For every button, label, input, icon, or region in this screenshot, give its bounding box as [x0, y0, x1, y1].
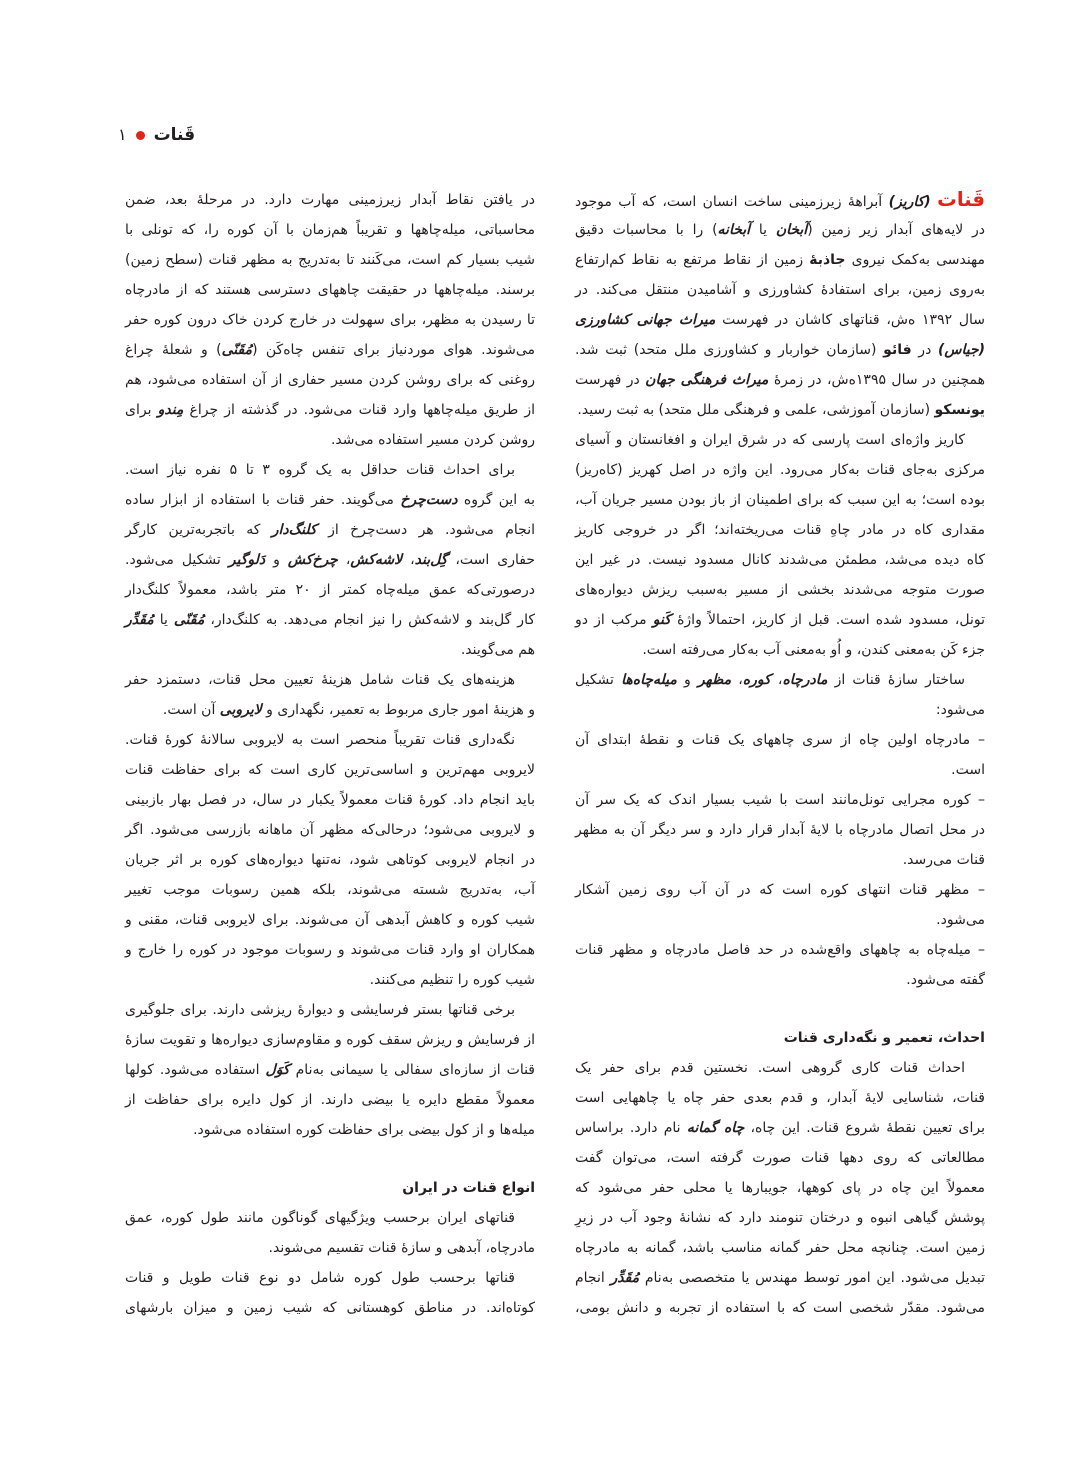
key-term: دست‌چرخ: [400, 492, 458, 508]
text-line: میله‌ها و از کول بیضی برای حفاظت کوره استفاده می‌شود.: [193, 1122, 535, 1138]
text-line: باید انجام داد. کورۀ قنات معمولاً یکبار در سال، در فصل بهار بازبینی: [125, 792, 535, 808]
right-text-column: [575, 185, 985, 1323]
text-line: آب، به‌تدریج شسته می‌شوند، بلکه همین رسوبات موجب تغییر: [125, 882, 535, 898]
text-line: به این گروه دست‌چرخ می‌گویند. حفر قنات با استفاده از ابزار ساده: [125, 492, 536, 508]
key-term: لاشه‌کش: [350, 552, 403, 568]
paragraph: [575, 935, 985, 995]
text-line: – مادرچاه اولین چاه از سری چاههای یک قنات و نقطۀ ابتدای آن: [575, 732, 985, 748]
running-header: [118, 121, 195, 149]
entry-headword: قَنات: [937, 188, 985, 211]
paragraph: [125, 725, 535, 995]
text-line: برای احداث قنات حداقل به یک گروه ۳ تا ۵ نفره نیاز است.: [125, 462, 516, 478]
section-heading: احداث، تعمیر و نگه‌داری قنات: [783, 1030, 985, 1046]
text-line: قنات از سازه‌ای سفالی یا سیمانی به‌نام کَوَل استفاده می‌شود. کولها: [125, 1062, 536, 1078]
paragraph: [125, 1263, 535, 1323]
paragraph: [575, 185, 985, 425]
text-line: قناتها برحسب طول کوره شامل دو نوع قنات طویل و قنات: [125, 1270, 515, 1286]
key-term: گِل‌بند: [414, 552, 448, 568]
text-line: سال ۱۳۹۲ ه‌ش، قناتهای کاشان در فهرست میراث جهانی کشاورزی: [575, 312, 986, 328]
text-line: مطالعاتی که روی دهها قنات صورت گرفته است، می‌توان گفت: [575, 1150, 985, 1166]
bullet-dot-icon: [136, 131, 145, 140]
text-line: احداث قنات کاری گروهی است. نخستین قدم برای حفر یک: [575, 1060, 965, 1076]
key-term: چاه گمانه: [686, 1120, 745, 1136]
text-line: به‌روی زمین، برای استفادۀ کشاورزی و آشامیدن منتقل می‌کند. در: [575, 282, 985, 298]
key-term: مِندو: [157, 402, 184, 418]
text-line: در انجام لایروبی کوتاهی شود، نه‌تنها دیواره‌های کوره بر اثر جریان: [125, 852, 535, 868]
key-term: میراث جهانی کشاورزی: [575, 312, 716, 328]
text-line: صورت متوجه می‌شدند بخشی از مسیر به‌سبب ریزش دیواره‌های: [575, 582, 985, 598]
text-line: محاسباتی، میله‌چاهها و تقریباً هم‌زمان با آن کوره را، که تونلی با: [125, 222, 535, 238]
text-line: می‌شود:: [935, 702, 985, 718]
text-line: روشن کردن مسیر استفاده می‌شد.: [330, 432, 535, 448]
text-line: قَنات (کاریز) آبراهۀ زیرزمینی ساخت انسان است، که آب موجود: [575, 188, 985, 211]
text-line: مقداری کاه در مادر چاهِ قنات می‌ریخته‌اند؛ اگر در خروجی کاریز: [575, 522, 985, 538]
key-term: دَلوگیر: [228, 552, 266, 568]
text-line: شیب بسیار کم است، می‌کَنند تا به‌تدریج به مظهر قنات (سطح زمین): [125, 252, 535, 268]
text-line: نگه‌داری قنات تقریباً منحصر است به لایروبی سالانۀ کورۀ قنات.: [125, 732, 515, 748]
paragraph: [125, 995, 535, 1145]
paragraph: [125, 185, 535, 455]
text-line: از فرسایش و ریزش سقف کوره و مقاوم‌سازی دیواره‌ها و تقویت سازۀ: [125, 1032, 535, 1048]
text-line: مادرچاه، آبدهی و سازۀ قنات تقسیم می‌شوند.: [268, 1240, 535, 1256]
text-line: برای تعیین نقطۀ شروع قنات. این چاه، چاه گمانه نام دارد. براساس: [575, 1120, 985, 1136]
text-line: انجام می‌شود. هر دست‌چرخ از کلنگ‌دار که باتجربه‌ترین کارگر: [125, 522, 535, 538]
text-line: برسند. میله‌چاهها در حقیقت چاههای دسترسی هستند که از مادرچاه: [125, 282, 535, 298]
key-term: مُقَنّی: [221, 342, 253, 358]
text-line: روغنی که برای روشن کردن مسیر حفاری از آن استفاده می‌شود، هم: [125, 372, 535, 388]
paragraph: [575, 875, 985, 935]
text-line: تبدیل می‌شود. این امور توسط مهندس یا متخصصی به‌نام مُقَدِّر انجام: [575, 1270, 985, 1286]
text-line: ساختار سازۀ قنات از مادرچاه، کوره، مظهر و میله‌چاه‌ها تشکیل: [575, 672, 966, 688]
key-term: مُقَنّی: [173, 612, 205, 628]
text-line: جزء کَن به‌معنی کندن، و اُو به‌معنی آب به‌کار می‌رفته است.: [642, 642, 985, 658]
text-line: مرکزی به‌جای قنات به‌کار می‌رود. این واژه در اصل کهریز (کاه‌ریز): [575, 462, 985, 478]
key-term: کَنو: [652, 612, 671, 628]
key-term: کوره: [742, 672, 771, 688]
key-term: فائو: [883, 342, 912, 358]
text-line: هم می‌گویند.: [460, 642, 535, 658]
text-line: شیب کوره و کاهش آبدهی آن می‌شوند. برای لایروبی قنات، مقنی و: [125, 912, 535, 928]
key-term: جاذبۀ: [809, 252, 846, 268]
key-term: یونسکو: [934, 402, 985, 418]
page-number: ۱: [118, 125, 127, 144]
key-term: میراث فرهنگی جهان: [645, 372, 769, 388]
key-term: کلنگ‌دار: [271, 522, 317, 538]
text-line: در لایه‌های آبدار زیر زمین (آبخان یا آبخانه) را با محاسبات دقیق: [575, 222, 986, 238]
text-line: در یافتن نقاط آبدار زیرزمینی مهارت دارد. در مرحلۀ بعد، ضمن: [125, 192, 535, 208]
key-term: لایروبی: [219, 702, 262, 718]
paragraph: [575, 785, 985, 875]
text-line: کاریز واژه‌ای است پارسی که در شرق ایران و افغانستان و آسیای: [575, 432, 965, 448]
key-term: مادرچاه: [782, 672, 828, 688]
text-line: و هزینۀ امور جاری مربوط به تعمیر، نگهداری و لایروبی آن است.: [162, 702, 535, 718]
text-line: همچنین در سال ۱۳۹۵ه‌ش، در زمرۀ میراث فرهنگی جهان در فهرست: [575, 372, 985, 388]
text-line: می‌شود. مقدّر شخصی است که با استفاده از تجربه و دانش بومی،: [575, 1300, 985, 1316]
text-line: – میله‌چاه به چاههای واقع‌شده در حد فاصل مادرچاه و مظهر قنات: [575, 942, 985, 958]
text-line: از طریق میله‌چاهها وارد قنات می‌شود. در گذشته از چراغ مِندو برای: [125, 402, 535, 418]
text-line: گفته می‌شود.: [906, 972, 985, 988]
key-term: آبخانه: [717, 222, 751, 238]
key-term: (جیاس): [937, 342, 985, 358]
text-line: پوشش گیاهی انبوه و درختان تنومند دارد که نشانۀ وجود آب در زیرِ: [575, 1210, 985, 1226]
paragraph: [575, 665, 985, 725]
paragraph: [125, 665, 535, 725]
text-line: هزینه‌های یک قنات شامل هزینۀ تعیین محل قنات، دستمزد حفر: [125, 672, 515, 688]
text-line: است.: [951, 762, 985, 778]
key-term: مُقَدِّر: [610, 1270, 640, 1286]
text-line: کار گل‌بند و لاشه‌کش را نیز انجام می‌دهد. به کلنگ‌دار، مُقَنّی یا مُقَدِّر: [125, 612, 536, 628]
paragraph: [575, 425, 985, 665]
paragraph: [125, 1203, 535, 1263]
text-line: (جیاس) در فائو (سازمان خواربار و کشاورزی ملل متحد) ثبت شد.: [575, 342, 985, 358]
text-line: قناتهای ایران برحسب ویژگیهای گوناگون مانند طول کوره، عمق: [125, 1210, 515, 1226]
text-line: قنات، شناسایی لایۀ آبدار، و قدم بعدی حفر چاه یا چاههایی است: [575, 1090, 985, 1106]
key-term: چرخ‌کش: [287, 552, 338, 568]
text-line: لایروبی مهم‌ترین و اساسی‌ترین کاری است که برای حفاظت قنات: [125, 762, 535, 778]
key-term: کَوَل: [265, 1062, 290, 1078]
text-line: معمولاً مقطع دایره یا بیضی دارند. از کول دایره برای حفاظت از: [125, 1092, 535, 1108]
key-term: (کاریز): [888, 194, 931, 210]
text-line: تونل، مسدود شده است. قبل از کاریز، احتمالاً واژۀ کَنو مرکب از دو: [575, 612, 985, 628]
key-term: آبخان: [775, 222, 808, 238]
running-title: قَنات: [153, 125, 196, 145]
text-line: معمولاً این چاه در پای کوهها، جویبارها یا محلی حفر می‌شود که: [575, 1180, 985, 1196]
text-line: درصورتی‌که عمق میله‌چاه کمتر از ۲۰ متر باشد، معمولاً کلنگ‌دار: [125, 582, 535, 598]
left-text-column: [125, 185, 535, 1323]
text-line: مهندسی به‌کمک نیروی جاذبۀ زمین از نقاط مرتفع به نقاط کم‌ارتفاع: [575, 252, 985, 268]
paragraph: [125, 455, 535, 665]
text-line: – مظهر قنات انتهای کوره است که در آن آب روی زمین آشکار: [575, 882, 985, 898]
text-line: شیب کوره را تنظیم می‌کنند.: [369, 972, 535, 988]
text-line: قنات می‌رسد.: [902, 852, 985, 868]
text-line: یونسکو (سازمان آموزشی، علمی و فرهنگی ملل متحد) به ثبت رسید.: [577, 402, 985, 418]
section-heading: انواع قنات در ایران: [402, 1180, 535, 1196]
text-line: در محل اتصال مادرچاه با لایۀ آبدار قرار دارد و سر دیگر آن به مظهر: [575, 822, 985, 838]
text-line: کاه دیده می‌شد، مطمئن می‌شدند کانال مسدود نیست. در غیر این: [575, 552, 985, 568]
text-line: می‌شوند. هوای موردنیاز برای تنفس چاه‌کَن (مُقَنّی) و شعلۀ چراغ: [125, 342, 535, 358]
text-line: زمین است. چنانچه محل حفر گمانه مناسب باشد، گمانه به مادرچاه: [575, 1240, 985, 1256]
text-line: تا رسیدن به مظهر، برای سهولت در خارج کردن خاک درون کوره حفر: [125, 312, 535, 328]
text-line: – کوره مجرایی تونل‌مانند است با شیب بسیار اندک که یک سر آن: [575, 792, 985, 808]
key-term: مُقَدِّر: [125, 612, 154, 628]
paragraph: [575, 1053, 985, 1323]
paragraph: [575, 725, 985, 785]
text-line: می‌شود.: [936, 912, 985, 928]
text-line: حفاری است، گِل‌بند، لاشه‌کش، چرخ‌کش و دَلوگیر تشکیل می‌شود.: [125, 552, 536, 568]
text-line: همکاران او وارد قنات می‌شوند و رسوبات موجود در کوره را خارج و: [125, 942, 535, 958]
key-term: میله‌چاه‌ها: [621, 672, 677, 688]
text-line: بوده است؛ به این سبب که برای اطمینان از باز بودن مسیر جریان آب،: [575, 492, 985, 508]
text-line: برخی قناتها بستر فرسایشی و دیوارۀ ریزشی دارند. برای جلوگیری: [125, 1002, 515, 1018]
key-term: مظهر: [697, 672, 732, 688]
text-line: و لایروبی می‌شود؛ درحالی‌که مظهر آن ماهانه بازرسی می‌شود. اگر: [125, 822, 535, 838]
text-line: کوتاه‌اند. در مناطق کوهستانی که شیب زمین و میزان بارشهای: [125, 1300, 535, 1316]
